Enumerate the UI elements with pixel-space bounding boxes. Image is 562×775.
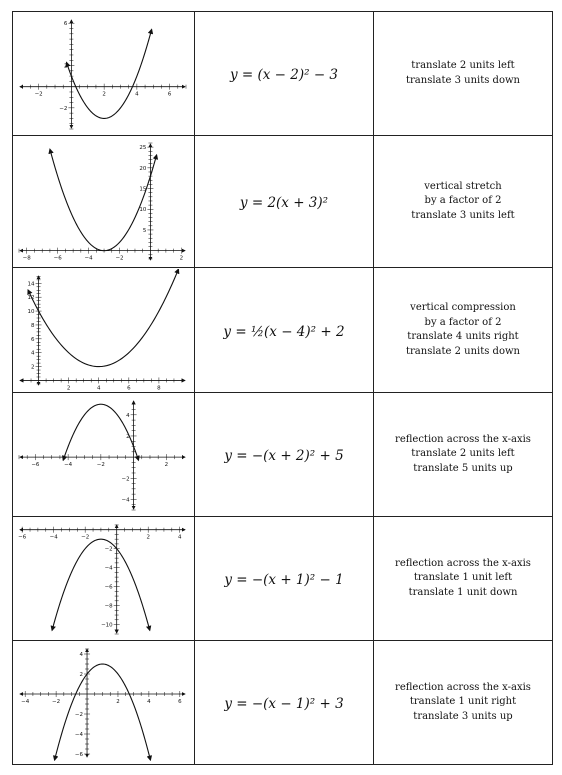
description-line: vertical compression xyxy=(410,302,516,313)
graph-cell xyxy=(13,517,195,641)
parabola-graph xyxy=(13,518,192,640)
transformation-description xyxy=(374,557,552,601)
x-tick-label: −4 xyxy=(49,534,58,541)
description-cell xyxy=(374,393,553,517)
equation: y = −(x + 2)² + 5 xyxy=(224,448,344,464)
parabola-graph xyxy=(13,137,192,267)
y-tick-label: 25 xyxy=(139,144,147,151)
x-tick-label: 4 xyxy=(177,534,182,541)
graph-cell xyxy=(13,393,195,517)
y-tick-label: 10 xyxy=(27,308,35,315)
description-line: translate 2 units down xyxy=(406,345,520,357)
x-tick-label: −4 xyxy=(21,698,30,705)
x-tick-label: −6 xyxy=(31,461,40,468)
y-tick-label: 4 xyxy=(126,412,130,419)
table-row xyxy=(13,12,553,136)
x-tick-label: −4 xyxy=(64,461,73,468)
description-line: translate 1 unit down xyxy=(408,586,518,598)
table-row xyxy=(13,517,553,641)
x-tick-label: 6 xyxy=(178,698,182,705)
y-tick-label: −2 xyxy=(74,711,84,718)
x-tick-label: −2 xyxy=(115,255,124,262)
x-tick-label: 2 xyxy=(146,534,150,541)
y-tick-label: 15 xyxy=(139,186,147,193)
graph-cell xyxy=(13,12,195,136)
description-line: translate 2 units left xyxy=(411,60,515,71)
equation-cell xyxy=(195,641,374,765)
description-cell xyxy=(374,517,553,641)
x-tick-label: −8 xyxy=(22,255,31,262)
y-tick-label: 2 xyxy=(63,63,68,70)
equation: y = (x − 2)² − 3 xyxy=(229,67,339,83)
table-row xyxy=(13,268,553,393)
y-tick-label: 5 xyxy=(142,227,147,234)
y-tick-label: 8 xyxy=(31,322,35,329)
parabola-graph xyxy=(13,642,192,764)
y-tick-label: −4 xyxy=(74,731,84,738)
x-tick-label: 4 xyxy=(147,698,151,705)
equation: y = ½(x − 4)² + 2 xyxy=(223,323,345,340)
description-line: translate 2 units left xyxy=(411,448,515,460)
parabola-curve xyxy=(55,664,151,760)
description-cell xyxy=(374,268,553,393)
description-line: translate 3 units left xyxy=(411,209,515,221)
equation: y = −(x − 1)² + 3 xyxy=(224,696,344,712)
transformations-table xyxy=(12,11,553,765)
x-tick-label: 2 xyxy=(164,461,169,468)
x-tick-label: −6 xyxy=(18,534,27,541)
description-cell xyxy=(374,12,553,136)
x-tick-label: 2 xyxy=(66,384,71,391)
y-tick-label: 6 xyxy=(31,336,35,343)
equation-cell xyxy=(195,517,374,641)
description-line: translate 1 unit right xyxy=(409,696,517,708)
table-row xyxy=(13,393,553,517)
description-line: by a factor of 2 xyxy=(424,316,502,328)
y-tick-label: −6 xyxy=(74,751,84,758)
transformation-description xyxy=(374,180,552,224)
description-line: translate 3 units down xyxy=(406,74,520,86)
x-tick-label: −4 xyxy=(84,255,93,262)
graph-cell xyxy=(13,641,195,765)
transformation-description xyxy=(374,59,552,88)
y-tick-label: 2 xyxy=(31,364,35,371)
parabola-curve xyxy=(52,539,150,630)
description-cell xyxy=(374,136,553,268)
parabola-curve xyxy=(50,149,157,250)
description-line: translate 4 units right xyxy=(407,331,519,342)
y-tick-label: 2 xyxy=(126,433,130,440)
graph-cell xyxy=(13,268,195,393)
y-tick-label: −2 xyxy=(121,475,130,482)
equation-cell xyxy=(195,393,374,517)
equation-cell xyxy=(195,12,374,136)
x-tick-label: 4 xyxy=(135,91,139,98)
graph-cell xyxy=(13,136,195,268)
x-tick-label: −2 xyxy=(52,698,61,705)
x-tick-label: 6 xyxy=(127,384,131,391)
y-tick-label: 14 xyxy=(27,280,35,287)
x-tick-label: 2 xyxy=(179,255,184,262)
y-tick-label: 6 xyxy=(63,20,68,27)
description-line: reflection across the x-axis xyxy=(395,433,531,445)
description-cell xyxy=(374,641,553,765)
y-tick-label: −4 xyxy=(104,565,113,572)
description-line: vertical stretch xyxy=(424,180,502,192)
parabola-curve xyxy=(28,269,178,366)
x-tick-label: −2 xyxy=(34,91,43,98)
y-tick-label: 20 xyxy=(139,165,147,172)
equation-cell xyxy=(195,268,374,393)
description-line: by a factor of 2 xyxy=(424,195,502,207)
table-row xyxy=(13,136,553,268)
equation-cell xyxy=(195,136,374,268)
description-line: reflection across the x-axis xyxy=(395,681,531,693)
description-line: reflection across the x-axis xyxy=(395,557,531,569)
parabola-graph xyxy=(13,269,192,392)
y-tick-label: 2 xyxy=(79,671,84,678)
transformation-description xyxy=(374,433,552,477)
x-tick-label: −2 xyxy=(81,534,90,541)
x-tick-label: 8 xyxy=(157,384,161,391)
table-body xyxy=(13,12,553,765)
x-tick-label: 2 xyxy=(116,698,120,705)
transformation-description xyxy=(374,301,552,359)
table-row xyxy=(13,641,553,765)
equation: y = 2(x + 3)² xyxy=(239,195,329,211)
y-tick-label: 4 xyxy=(79,651,84,658)
transformation-description xyxy=(374,681,552,725)
x-tick-label: −6 xyxy=(53,255,62,262)
y-tick-label: −2 xyxy=(104,546,113,553)
description-line: translate 1 unit left xyxy=(413,572,513,584)
y-tick-label: −10 xyxy=(101,622,113,629)
x-tick-label: 6 xyxy=(167,91,172,98)
x-tick-label: 2 xyxy=(102,91,106,98)
y-tick-label: −2 xyxy=(59,105,68,112)
parabola-graph xyxy=(13,394,192,516)
description-line: translate 5 units up xyxy=(413,462,513,474)
y-tick-label: −4 xyxy=(121,496,130,503)
y-tick-label: 12 xyxy=(27,294,35,301)
y-tick-label: 10 xyxy=(139,206,147,213)
equation: y = −(x + 1)² − 1 xyxy=(224,572,344,588)
description-line: translate 3 units up xyxy=(413,710,513,722)
y-tick-label: −6 xyxy=(104,584,113,591)
parabola-graph xyxy=(13,13,192,135)
y-tick-label: 4 xyxy=(31,350,35,357)
x-tick-label: 4 xyxy=(96,384,101,391)
x-tick-label: −2 xyxy=(96,461,105,468)
parabola-curve xyxy=(63,29,151,118)
y-tick-label: −8 xyxy=(104,603,113,610)
